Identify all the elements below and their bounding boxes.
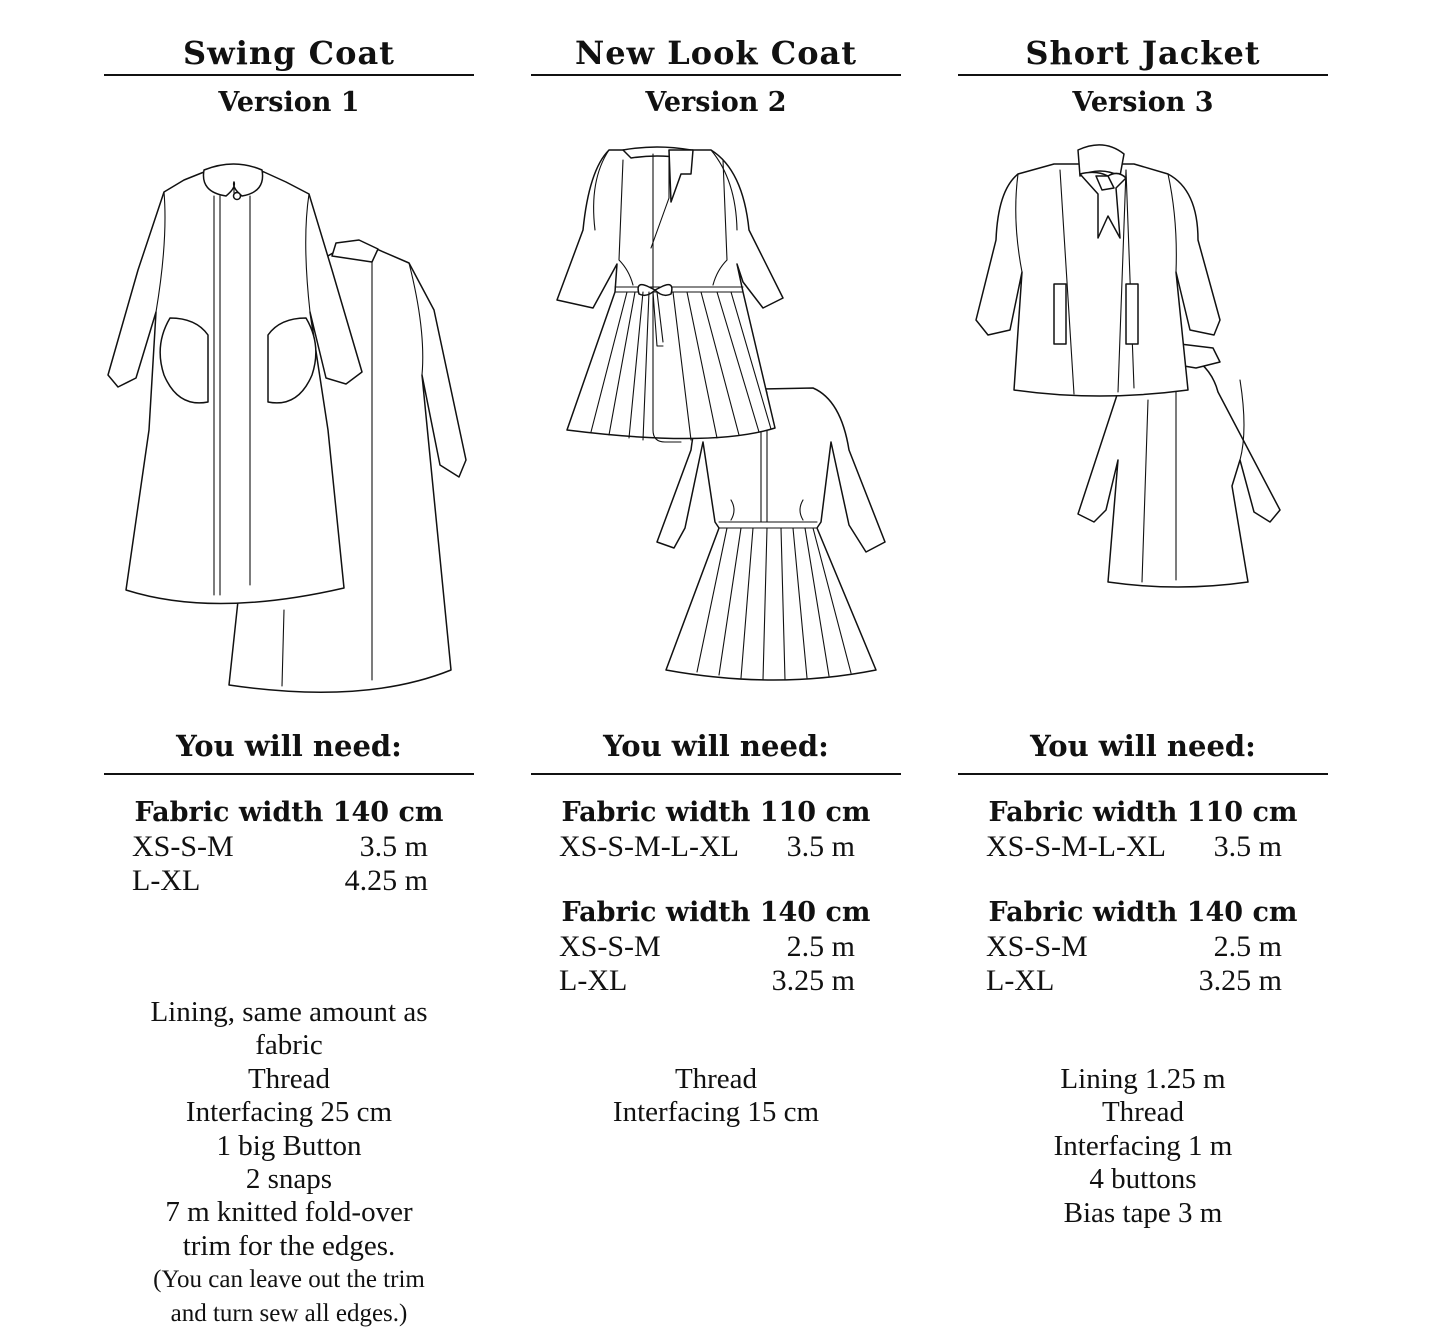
fabric-amount: 3.5 m <box>1213 830 1282 863</box>
title-divider <box>531 74 901 76</box>
supplies-list <box>531 1063 901 1130</box>
supply-item: Thread <box>1101 1096 1185 1129</box>
size-range: XS-S-M-L-XL <box>986 830 1166 863</box>
supply-item: 1 big Button <box>216 1129 362 1162</box>
new-look-coat-illustration <box>531 130 901 710</box>
fabric-row <box>104 864 474 898</box>
version-label: Version 1 <box>218 87 360 118</box>
supply-note: and turn sew all edges.) <box>170 1299 408 1327</box>
size-range: XS-S-M <box>986 930 1088 963</box>
garment-title: Swing Coat <box>183 34 395 72</box>
garment-title: Short Jacket <box>1025 34 1261 72</box>
swing-coat-illustration <box>104 130 474 710</box>
fabric-row <box>958 930 1328 964</box>
short-jacket-front-view <box>976 145 1220 396</box>
supply-item: Interfacing 25 cm <box>185 1096 393 1129</box>
fabric-width-heading: Fabric width 110 cm <box>561 797 871 828</box>
fabric-block <box>958 896 1328 998</box>
supply-item: Thread <box>674 1063 758 1095</box>
new-look-coat-front-view <box>557 147 783 442</box>
fabric-amount: 3.5 m <box>359 830 428 863</box>
fabric-row <box>531 930 901 964</box>
fabric-row <box>531 964 901 998</box>
supply-item: 7 m knitted fold-over <box>165 1196 413 1229</box>
needs-divider <box>531 773 901 775</box>
size-range: L-XL <box>559 964 628 997</box>
supply-note: (You can leave out the trim <box>153 1266 425 1294</box>
supply-item: Bias tape 3 m <box>1063 1196 1223 1229</box>
version-label: Version 2 <box>645 87 787 118</box>
supply-item: 4 buttons <box>1089 1163 1197 1196</box>
fabric-amount: 4.25 m <box>344 864 428 897</box>
supply-item: Thread <box>247 1062 331 1095</box>
fabric-amount: 3.25 m <box>771 964 855 997</box>
size-range: XS-S-M <box>559 930 661 963</box>
you-will-need-heading: You will need: <box>1030 729 1256 763</box>
supply-item: 2 snaps <box>245 1163 333 1196</box>
size-range: L-XL <box>132 864 201 897</box>
fabric-row <box>531 830 901 864</box>
supplies-list <box>104 996 474 1330</box>
fabric-amount: 2.5 m <box>786 930 855 963</box>
fabric-amount: 3.25 m <box>1198 964 1282 997</box>
fabric-block <box>531 896 901 998</box>
supply-item: fabric <box>255 1029 323 1062</box>
size-range: L-XL <box>986 964 1055 997</box>
fabric-block <box>104 796 474 898</box>
supply-item: Lining 1.25 m <box>1060 1063 1226 1095</box>
size-range: XS-S-M <box>132 830 234 863</box>
size-range: XS-S-M-L-XL <box>559 830 739 863</box>
fabric-width-heading: Fabric width 140 cm <box>134 797 444 828</box>
fabric-row <box>958 830 1328 864</box>
needs-divider <box>958 773 1328 775</box>
fabric-row <box>104 830 474 864</box>
fabric-amount: 3.5 m <box>786 830 855 863</box>
title-divider <box>958 74 1328 76</box>
supply-item: trim for the edges. <box>182 1229 396 1262</box>
fabric-amount: 2.5 m <box>1213 930 1282 963</box>
fabric-row <box>958 964 1328 998</box>
fabric-width-heading: Fabric width 110 cm <box>988 797 1298 828</box>
supply-item: Interfacing 15 cm <box>612 1096 820 1129</box>
short-jacket-illustration <box>958 130 1328 710</box>
needs-divider <box>104 773 474 775</box>
fabric-width-heading: Fabric width 140 cm <box>561 897 871 928</box>
you-will-need-heading: You will need: <box>603 729 829 763</box>
supply-item: Lining, same amount as <box>150 996 428 1028</box>
fabric-block <box>958 796 1328 864</box>
version-label: Version 3 <box>1072 87 1214 118</box>
fabric-block <box>531 796 901 864</box>
title-divider <box>104 74 474 76</box>
you-will-need-heading: You will need: <box>176 729 402 763</box>
garment-title: New Look Coat <box>574 34 858 72</box>
supply-item: Interfacing 1 m <box>1053 1129 1233 1162</box>
fabric-width-heading: Fabric width 140 cm <box>988 897 1298 928</box>
supplies-list <box>958 1063 1328 1230</box>
